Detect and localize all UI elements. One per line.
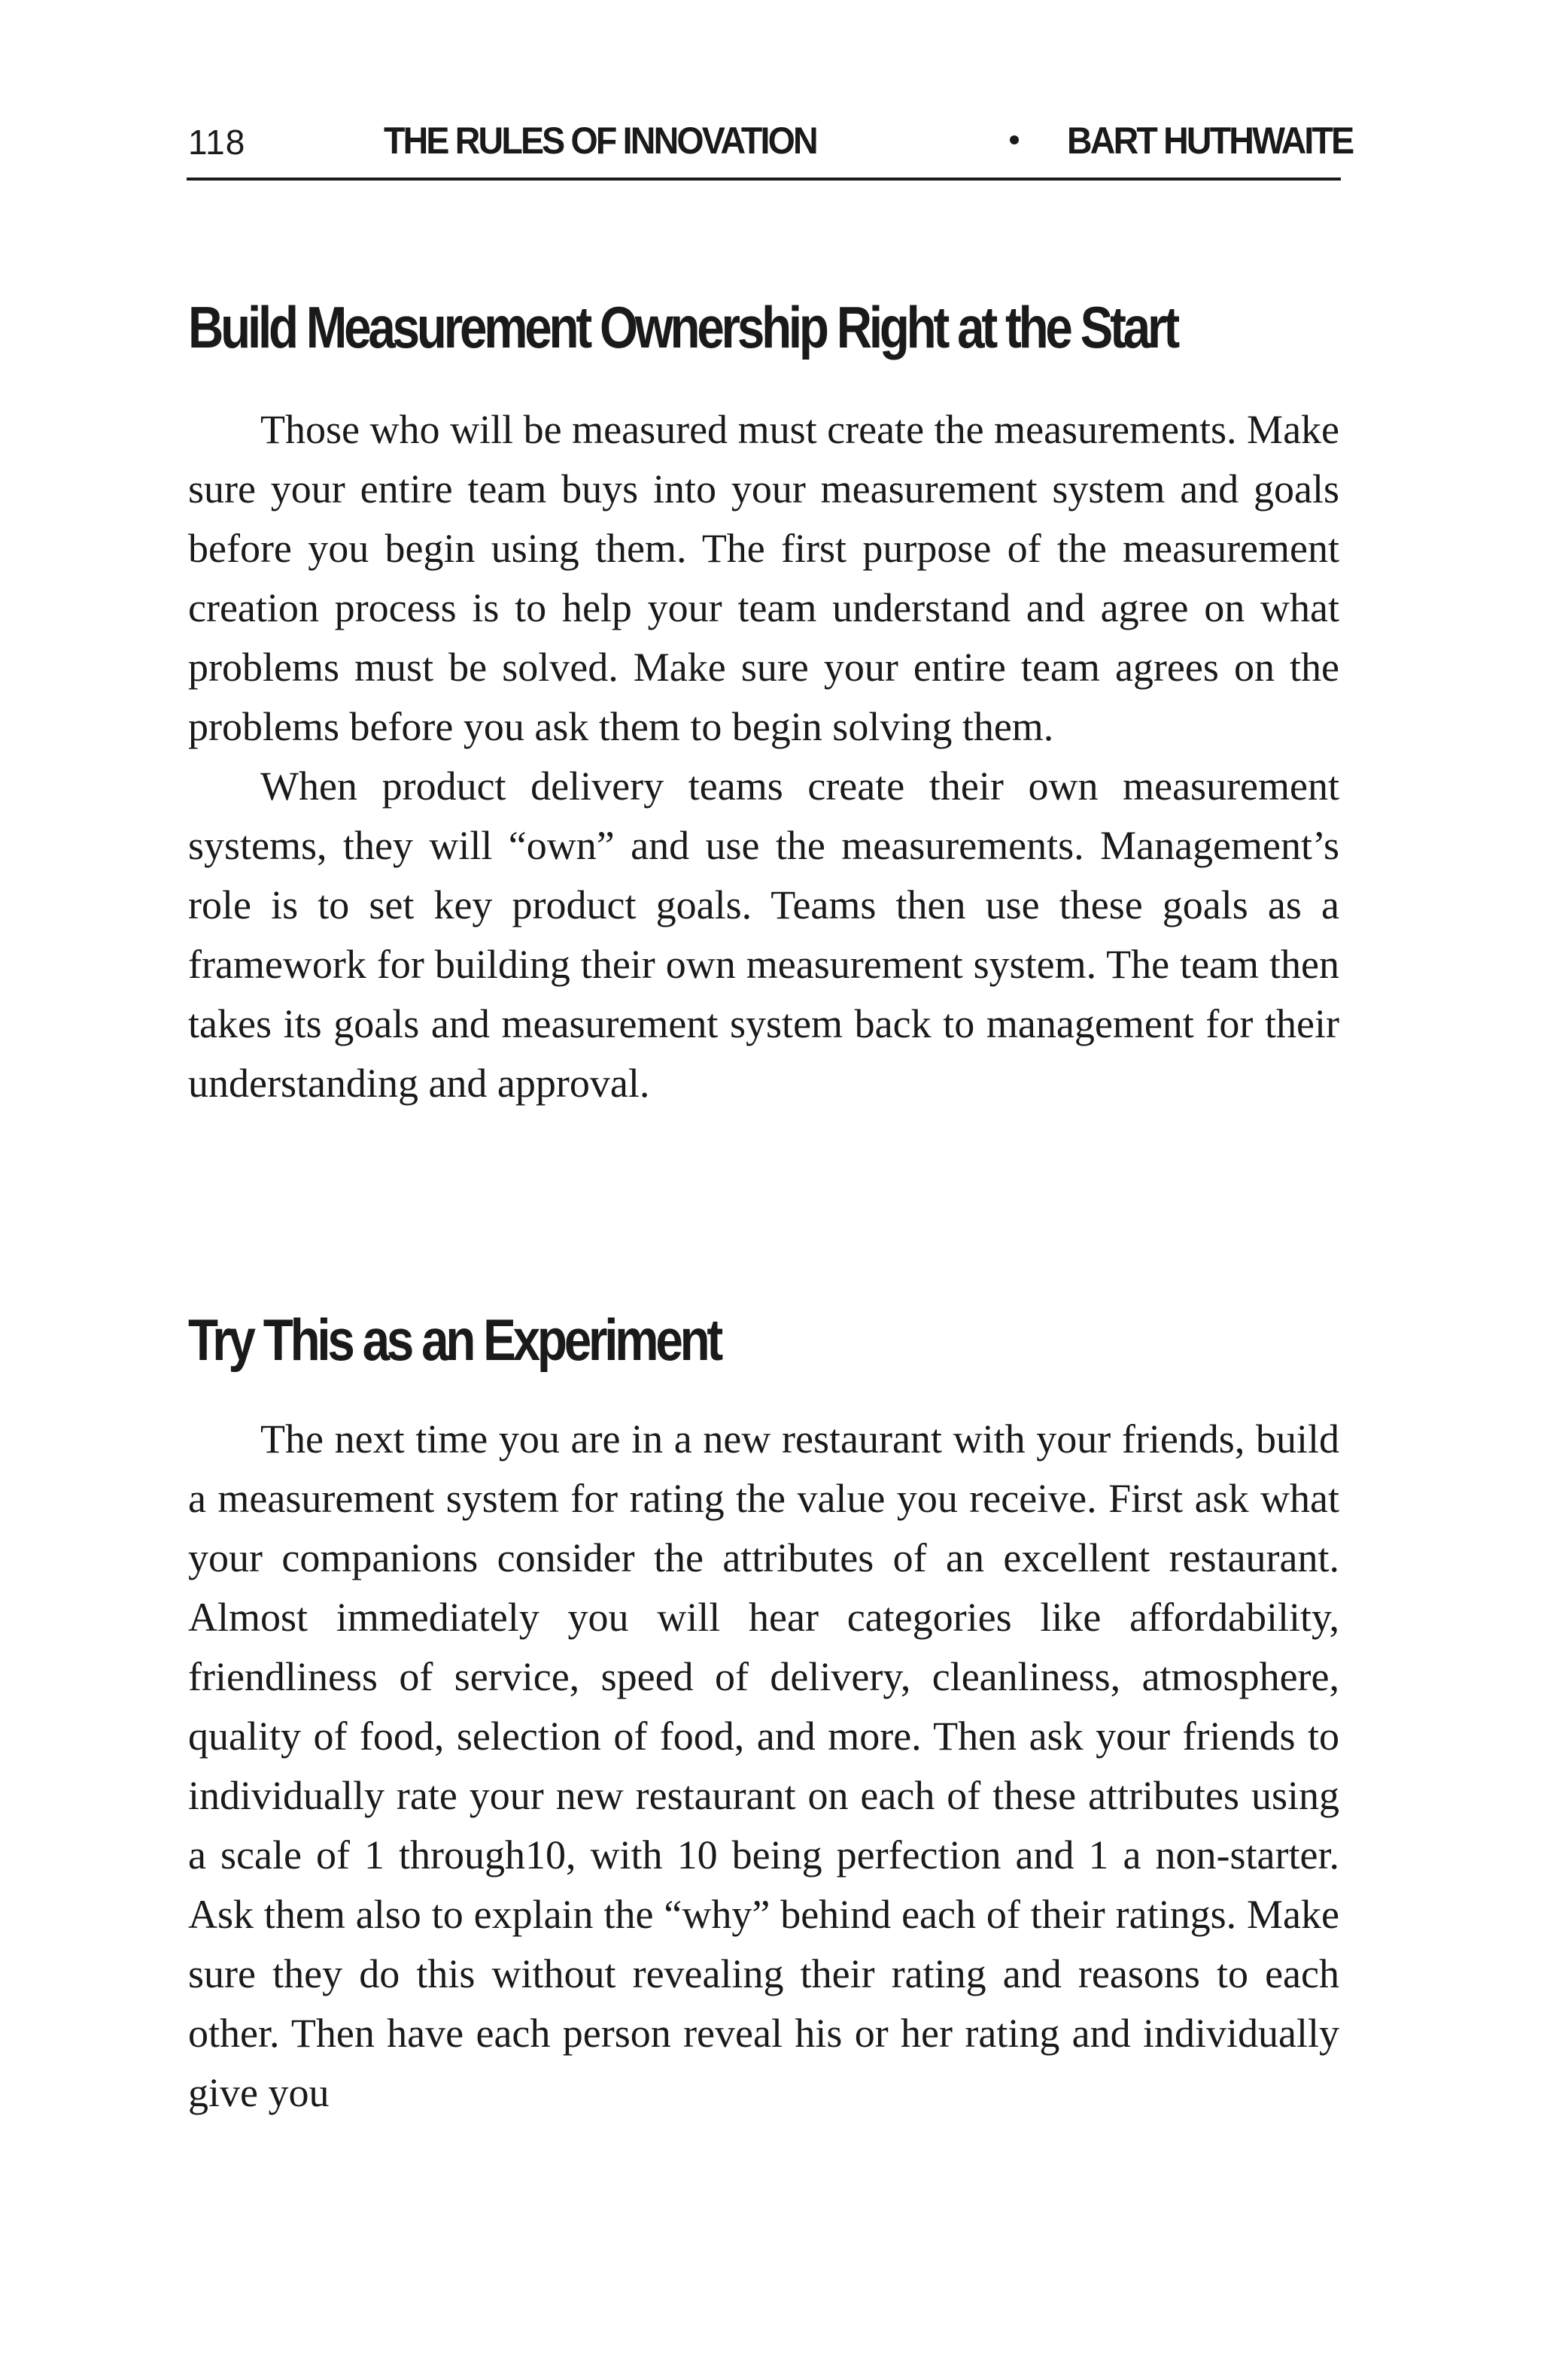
- section-body-measurement-ownership: [188, 400, 1339, 1113]
- author-name: BART HUTHWAITE: [1067, 120, 1353, 162]
- paragraph: The next time you are in a new restaurant with your friends, build a measurement system for rating the value you receive. First ask what your companions consider the attributes of an excellent restaurant. Almost immediately you will hear categories like affordability, friendliness of service, speed of delivery, cleanliness, atmosphere, quality of food, selection of food, and more. Then ask your friends to individually rate your new restaurant on each of these attributes using a scale of 1 through10, with 10 being perfection and 1 a non-starter. Ask them also to explain the “why” behind each of their ratings. Make sure they do this without revealing their rating and reasons to each other. Then have each person reveal his or her rating and individually give you: [188, 1416, 1339, 2115]
- section-heading-measurement-ownership: Build Measurement Ownership Right at the Start: [188, 294, 1177, 360]
- paragraph: Those who will be measured must create the measurements. Make sure your entire team buys into your measurement system and goals before you begin using them. The first purpose of the measurement creation process is to help your team understand and agree on what problems must be solved. Make sure your entire team agrees on the problems before you ask them to begin solving them.: [188, 407, 1339, 749]
- bullet-separator-icon: [1010, 135, 1019, 144]
- book-title: THE RULES OF INNOVATION: [384, 120, 816, 162]
- section-heading-experiment: Try This as an Experiment: [188, 1307, 721, 1373]
- section-body-experiment: [188, 1410, 1339, 2123]
- page-number: 118: [188, 123, 246, 162]
- running-head: [187, 113, 1353, 181]
- paragraph: When product delivery teams create their own measurement systems, they will “own” and use the measurements. Management’s role is to set key product goals. Teams then use these goals as a framework for building their own measurement system. The team then takes its goals and measurement system back to management for their understanding and approval.: [188, 763, 1339, 1106]
